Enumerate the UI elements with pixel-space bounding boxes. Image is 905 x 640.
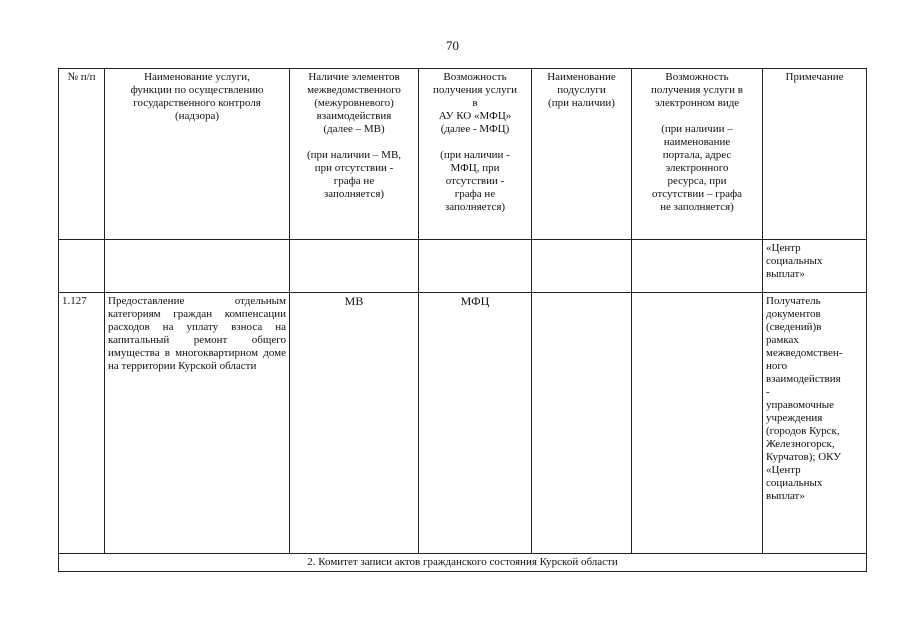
page-number: 70 — [446, 38, 459, 53]
cell-electronic — [632, 240, 763, 293]
cell-subservice — [532, 240, 632, 293]
cell-interagency: МВ — [290, 293, 419, 554]
header-mfc: Возможность получения услуги в АУ КО «МФЦ» (далее - МФЦ) (при наличии - МФЦ, при отсутствии - графа не заполняется) — [419, 69, 532, 240]
cell-subservice — [532, 293, 632, 554]
header-subservice: Наименование подуслуги (при наличии) — [532, 69, 632, 240]
cell-electronic — [632, 293, 763, 554]
table-row — [59, 293, 867, 554]
cell-service-name: Предоставление отдельным категориям граждан компенсации расходов на уплату взноса на капитальный ремонт общего имущества в многоквартирном доме на территории Курской области — [105, 293, 290, 554]
section-row — [59, 554, 867, 572]
header-interagency: Наличие элементов межведомственного (межуровневого) взаимодействия (далее – МВ) (при наличии – МВ, при отсутствии - графа не заполняется) — [290, 69, 419, 240]
services-table — [58, 68, 867, 572]
header-service-name: Наименование услуги, функции по осуществлению государственного контроля (надзора) — [105, 69, 290, 240]
cell-note: Получатель документов (сведений)в рамках межведомствен- ного взаимодействия - управомочные учреждения (городов Курск, Железногорск, Курчатов); ОКУ «Центр социальных выплат» — [763, 293, 867, 554]
header-electronic: Возможность получения услуги в электронном виде (при наличии – наименование портала, адрес электронного ресурса, при отсутствии – графа не заполняется) — [632, 69, 763, 240]
cell-note: «Центр социальных выплат» — [763, 240, 867, 293]
cell-mfc — [419, 240, 532, 293]
table-header-row — [59, 69, 867, 240]
cell-num: 1.127 — [59, 293, 105, 554]
table-row — [59, 240, 867, 293]
cell-mfc: МФЦ — [419, 293, 532, 554]
header-note: Примечание — [763, 69, 867, 240]
section-heading: 2. Комитет записи актов гражданского состояния Курской области — [59, 554, 867, 572]
cell-num — [59, 240, 105, 293]
header-num: № п/п — [59, 69, 105, 240]
cell-service-name — [105, 240, 290, 293]
cell-interagency — [290, 240, 419, 293]
